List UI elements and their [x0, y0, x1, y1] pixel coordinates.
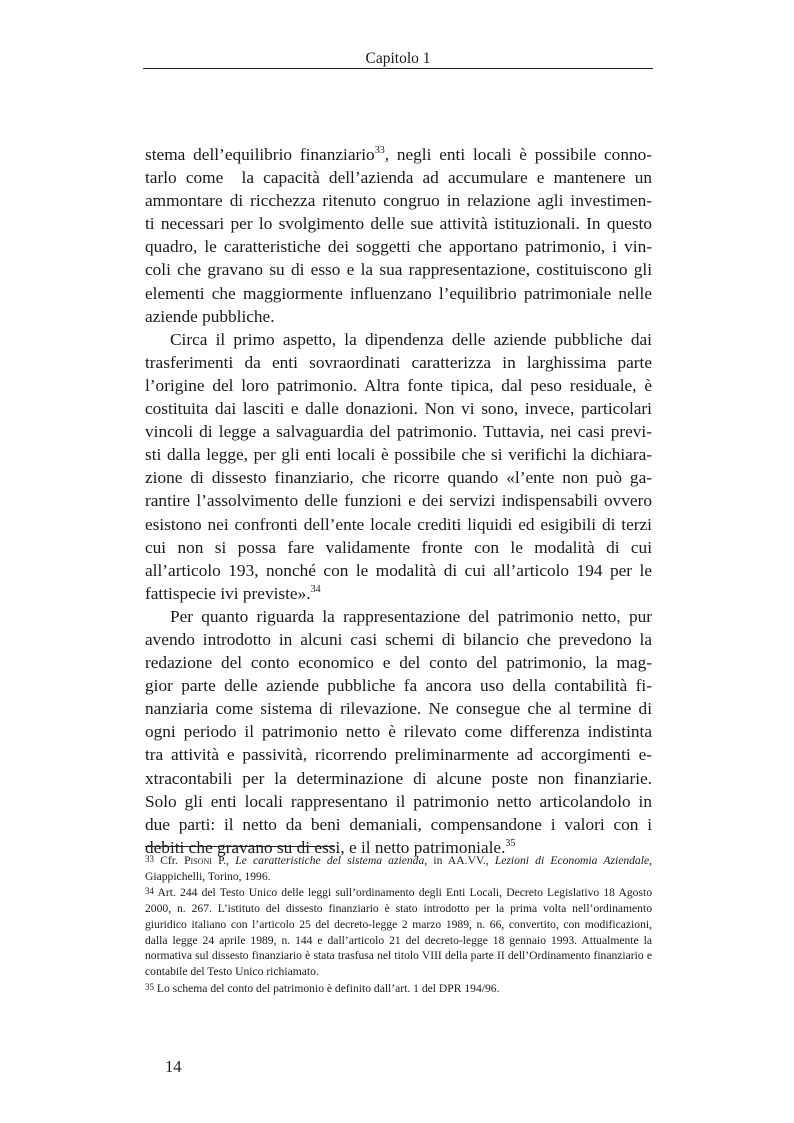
text-line: stema dell’equilibrio finanziario$^{33}$, negli enti locali è possibile conno- [145, 145, 652, 164]
text-line: avendo introdotto in alcuni casi schemi di bilancio che prevedono la [145, 629, 652, 649]
footnote-rule [145, 846, 335, 847]
text-line: nanziaria come sistema di rilevazione. Ne consegue che al termine di [145, 699, 652, 719]
text-line: tarlo come la capacità dell’azienda ad accumulare e mantenere un [145, 168, 652, 188]
text-line: ti necessari per lo svolgimento delle sue attività istituzionali. In questo [145, 214, 652, 234]
text-line: esistono nei confronti dell’ente locale crediti liquidi ed esigibili di terzi [145, 514, 652, 534]
text-line: debiti che gravano su di essi, e il netto patrimoniale.$^{35}$ [145, 837, 516, 857]
text-line: due parti: il netto da beni demaniali, compensandone i valori con i [145, 814, 652, 834]
text-line: Solo gli enti locali rappresentano il patrimonio netto articolandolo in [145, 791, 652, 811]
text-line: ogni periodo il patrimonio netto è rilevato come differenza indistinta [145, 722, 652, 742]
paragraph-1 [145, 143, 652, 328]
footnotes [145, 852, 652, 996]
footnote-number: 33 [145, 854, 154, 864]
text-line: rantire l’assolvimento delle funzioni e dei servizi indispensabili ovvero [145, 491, 652, 511]
text-line: gior parte delle aziende pubbliche fa ancora uso della contabilità fi- [145, 676, 652, 696]
footnote-title: Le caratteristiche del sistema azienda [235, 854, 425, 867]
footnote-ref-34[interactable]: 34 [310, 583, 321, 595]
text-line: quadro, le caratteristiche dei soggetti che apportano patrimonio, i vin- [145, 237, 652, 257]
footnote-ref-33[interactable]: 33 [374, 145, 385, 156]
footnote-number: 34 [145, 886, 154, 897]
running-title: Capitolo 1 [365, 50, 431, 67]
text-line: Per quanto riguarda la rappresentazione del patrimonio netto, pur [170, 606, 652, 626]
page-number: 14 [165, 1057, 182, 1076]
text-line: coli che gravano su di esso e la sua rappresentazione, costituiscono gli [145, 260, 652, 280]
text-line: Circa il primo aspetto, la dipendenza delle aziende pubbliche dai [170, 329, 652, 349]
text-line: costituita dai lasciti e dalle donazioni. Non vi sono, invece, particolari [145, 399, 652, 419]
text-line: trasferimenti da enti sovraordinati caratterizza in larghissima parte [145, 352, 652, 372]
text-line: vincoli di legge a salvaguardia del patrimonio. Tuttavia, nei casi previ- [145, 422, 652, 442]
footnote-number: 35 [145, 981, 154, 992]
text-line: cui non si possa fare validamente fronte con le modalità di cui [145, 537, 652, 557]
text-line: zione di dissesto finanziario, che ricorre quando «l’ente non può ga- [145, 468, 652, 488]
paragraph-3 [145, 605, 652, 859]
text-line: xtracontabili per la determinazione di alcune poste non finanziarie. [145, 768, 652, 788]
text-line: ammontare di ricchezza ritenuto congruo in relazione agli investimen- [145, 191, 652, 211]
body-text [145, 143, 652, 859]
footnote-author: Pisoni P. [184, 854, 227, 867]
text-line: aziende pubbliche. [145, 306, 275, 326]
footnote-33: 33 Cfr. Pisoni P., Le caratteristiche del sistema azienda, in AA.VV., Lezioni di Economia Aziendale, Giappichelli, Torino, 1996. [145, 854, 652, 883]
header-rule [143, 68, 653, 69]
text-line: elementi che maggiormente influenzano l’equilibrio patrimoniale nelle [145, 283, 652, 303]
footnote-work: Lezioni di Economia Aziendale [494, 854, 650, 867]
footnote-34: 34 Art. 244 del Testo Unico delle leggi sull’ordinamento degli Enti Locali, Decreto Legislativo 18 Agosto 2000, n. 267. L’istituto del dissesto finanziario è stato introdotto per la prima volta nell’ordinamento giuridico italiano con l’articolo 25 del decreto-legge 2 marzo 1989, n. 66, convertito, con modificazioni, dalla legge 24 aprile 1989, n. 144 e dall’articolo 21 del decreto-legge 18 gennaio 1993. Attualmente la normativa sul dissesto finanziario è stata trasfusa nel titolo VIII della parte II dell’Ordinamento finanziario e contabile del Testo Unico richiamato. [145, 886, 652, 978]
text-line: fattispecie ivi previste».$^{34}$ [145, 583, 321, 603]
paragraph-2 [145, 328, 652, 605]
text-line: all’articolo 193, nonché con le modalità di cui all’articolo 194 per le [145, 560, 652, 580]
footnote-35: 35 Lo schema del conto del patrimonio è definito dall’art. 1 del DPR 194/96. [145, 981, 500, 995]
text-line: l’origine del loro patrimonio. Altra fonte tipica, dal peso residuale, è [145, 375, 652, 395]
text-line: tra attività e passività, ricorrendo preliminarmente ad accorgimenti e- [145, 745, 652, 765]
footnote-ref-35[interactable]: 35 [505, 837, 516, 849]
text-line: redazione del conto economico e del conto del patrimonio, la mag- [145, 653, 652, 673]
text-line: sti dalla legge, per gli enti locali è possibile che si verifichi la dichiara- [145, 445, 652, 465]
